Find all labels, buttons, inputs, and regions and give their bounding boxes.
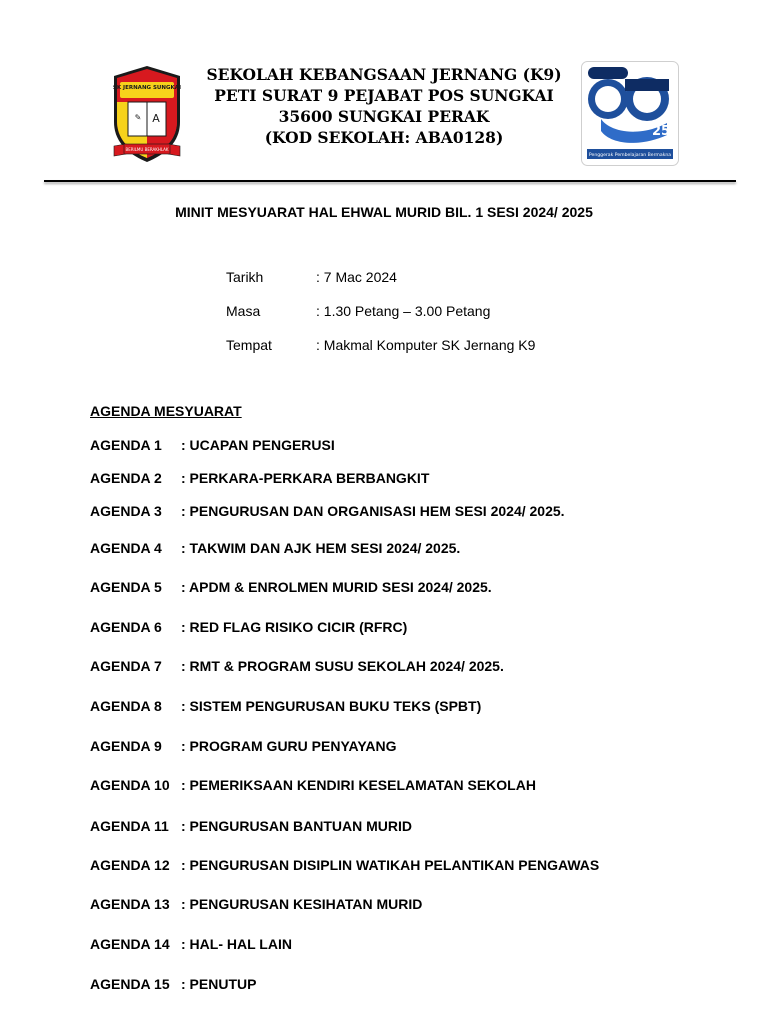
svg-text:✎: ✎ <box>134 113 142 122</box>
agenda-item <box>90 658 504 674</box>
agenda-item <box>90 936 292 952</box>
meeting-info-row <box>226 337 535 371</box>
agenda-number: AGENDA 9 <box>90 738 162 754</box>
meeting-info-label: Masa <box>226 303 261 319</box>
agenda-number: AGENDA 15 <box>90 976 170 992</box>
school-name: SEKOLAH KEBANGSAAN JERNANG (K9) <box>206 65 562 84</box>
agenda-item <box>90 976 256 992</box>
agenda-item <box>90 619 407 635</box>
meeting-info-label: Tempat <box>226 337 272 353</box>
agenda-text: : PENGURUSAN DISIPLIN WATIKAH PELANTIKAN PENGAWAS <box>181 857 600 873</box>
agenda-number: AGENDA 13 <box>90 896 170 912</box>
agenda-number: AGENDA 8 <box>90 698 162 714</box>
agenda-text: : RMT & PROGRAM SUSU SEKOLAH 2024/ 2025. <box>181 658 504 674</box>
agenda-number: AGENDA 14 <box>90 936 170 952</box>
agenda-text: : PROGRAM GURU PENYAYANG <box>181 738 397 754</box>
agenda-number: AGENDA 1 <box>90 437 162 453</box>
meeting-info <box>226 269 535 371</box>
agenda-item <box>90 777 536 793</box>
program-25-logo <box>581 61 679 166</box>
agenda-number: AGENDA 7 <box>90 658 162 674</box>
agenda-item <box>90 857 599 873</box>
agenda-text: : PENGURUSAN KESIHATAN MURID <box>181 896 423 912</box>
crest-label-top: SK JERNANG SUNGKAI <box>112 85 182 91</box>
school-crest-logo <box>110 64 184 166</box>
svg-text:A: A <box>152 112 160 125</box>
letterhead-divider <box>44 180 736 182</box>
school-address-block <box>200 64 568 148</box>
agenda-text: : PENUTUP <box>181 976 257 992</box>
agenda-number: AGENDA 4 <box>90 540 162 556</box>
agenda-text: : UCAPAN PENGERUSI <box>181 437 335 453</box>
address-line-2: 35600 SUNGKAI PERAK <box>278 107 490 126</box>
address-line-1: PETI SURAT 9 PEJABAT POS SUNGKAI <box>214 86 554 105</box>
agenda-heading: AGENDA MESYUARAT <box>90 403 242 419</box>
agenda-text: : PEMERIKSAAN KENDIRI KESELAMATAN SEKOLAH <box>181 777 536 793</box>
agenda-item <box>90 579 492 595</box>
agenda-item <box>90 540 460 556</box>
school-code: (KOD SEKOLAH: ABA0128) <box>264 128 504 147</box>
logo-caption: Penggerak Pembelajaran Bermakna <box>588 153 672 158</box>
agenda-text: : SISTEM PENGURUSAN BUKU TEKS (SPBT) <box>181 698 482 714</box>
agenda-item <box>90 437 335 453</box>
agenda-text: : HAL- HAL LAIN <box>181 936 292 952</box>
crest-motto: BERILMU BERAKHLAK <box>125 147 169 152</box>
agenda-number: AGENDA 5 <box>90 579 162 595</box>
agenda-text: : PENGURUSAN BANTUAN MURID <box>181 818 412 834</box>
agenda-number: AGENDA 3 <box>90 503 162 519</box>
agenda-item <box>90 470 429 486</box>
agenda-number: AGENDA 10 <box>90 777 170 793</box>
meeting-info-value: : 1.30 Petang – 3.00 Petang <box>316 303 491 319</box>
agenda-number: AGENDA 6 <box>90 619 162 635</box>
agenda-number: AGENDA 2 <box>90 470 162 486</box>
logo-number: 25 <box>651 124 671 139</box>
agenda-text: : APDM & ENROLMEN MURID SESI 2024/ 2025. <box>181 579 492 595</box>
agenda-item <box>90 896 422 912</box>
agenda-item <box>90 698 481 714</box>
letterhead <box>0 0 768 190</box>
agenda-text: : TAKWIM DAN AJK HEM SESI 2024/ 2025. <box>181 540 461 556</box>
agenda-number: AGENDA 11 <box>90 818 169 834</box>
document-title: MINIT MESYUARAT HAL EHWAL MURID BIL. 1 SESI 2024/ 2025 <box>175 204 593 220</box>
meeting-info-value: : 7 Mac 2024 <box>316 269 397 285</box>
agenda-item <box>90 818 412 834</box>
agenda-item <box>90 503 565 519</box>
agenda-text: : RED FLAG RISIKO CICIR (RFRC) <box>181 619 408 635</box>
agenda-text: : PERKARA-PERKARA BERBANGKIT <box>181 470 430 486</box>
meeting-info-value: : Makmal Komputer SK Jernang K9 <box>316 337 536 353</box>
agenda-item <box>90 738 397 754</box>
agenda-text: : PENGURUSAN DAN ORGANISASI HEM SESI 2024/ 2025. <box>181 503 565 519</box>
meeting-info-row <box>226 269 535 303</box>
agenda-number: AGENDA 12 <box>90 857 170 873</box>
meeting-info-label: Tarikh <box>226 269 264 285</box>
meeting-info-row <box>226 303 535 337</box>
